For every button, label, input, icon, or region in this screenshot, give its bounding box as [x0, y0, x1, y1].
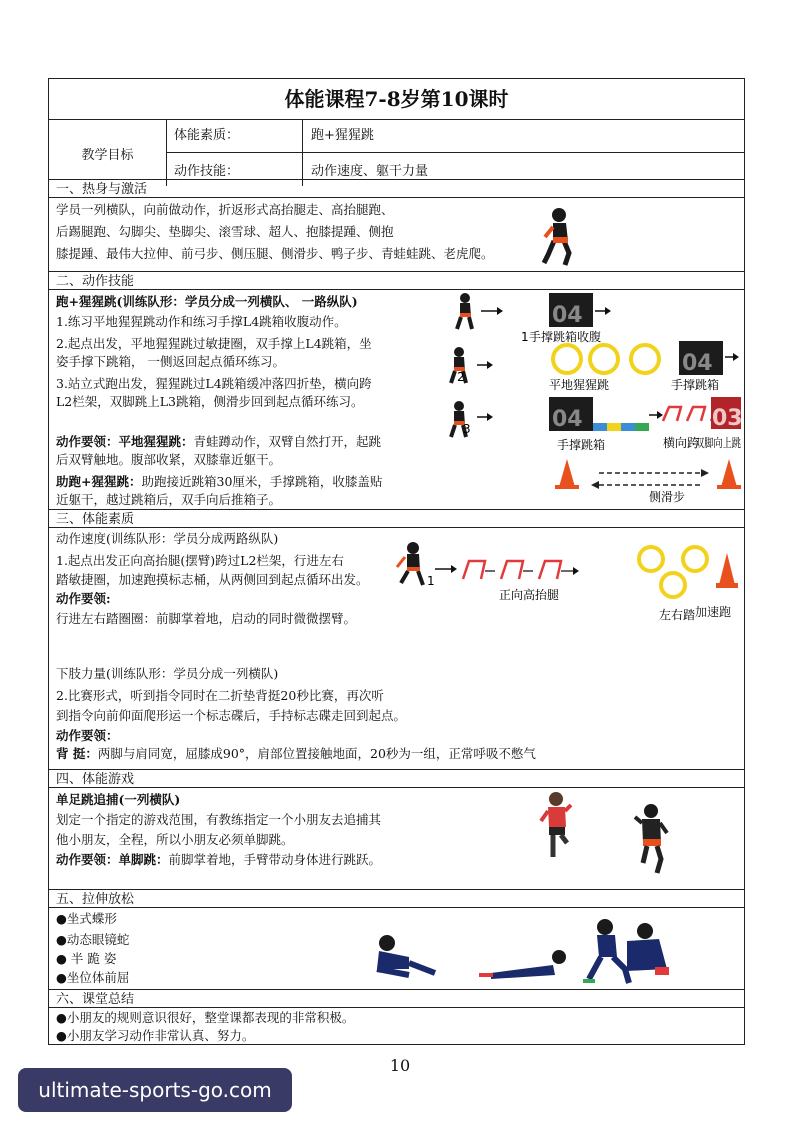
section-3-heading: 三、体能素质	[49, 509, 744, 528]
sit-and-reach-figure	[627, 923, 669, 975]
hurdle	[501, 561, 523, 579]
lesson-plan-table	[48, 78, 755, 1045]
s2-line-4: 姿手撑下跳箱， 一侧返回起点循环练习。	[56, 354, 285, 369]
box-label: 04	[682, 351, 713, 376]
label-hand-jump-2: 手撑跳箱	[557, 438, 606, 452]
half-kneel-figure	[583, 919, 629, 983]
label-lateral-step: 横向跨	[663, 436, 700, 450]
step-number-2: 2	[457, 370, 465, 384]
step-number-1: 1	[427, 574, 435, 588]
agility-ring	[631, 345, 659, 373]
objective-value-2: 动作速度、躯干力量	[311, 164, 429, 179]
s4-req: 动作要领：单脚跳：前脚掌着地，手臂带动身体进行跳跃。	[56, 852, 382, 867]
agility-ring	[590, 345, 618, 373]
s5-item-4: ●坐位体前屈	[56, 970, 130, 985]
hurdle	[539, 561, 561, 579]
s3-req-label-2: 动作要领：	[56, 728, 119, 743]
s3-req-text-1: 行进左右踏圈圈：前脚掌着地，启动的同时微微摆臂。	[56, 611, 357, 626]
s2-req-2: 助跑+猩猩跳：助跑接近跳箱30厘米，手撑跳箱，收膝盖贴	[56, 474, 383, 489]
hopping-child-icon	[631, 803, 671, 877]
objectives-block	[49, 119, 744, 186]
s3-line-6: 到指令向前仰面爬形运一个标志碟后，手持标志碟走回到起点。	[56, 708, 407, 723]
s2-req-2-line2: 近躯干，越过跳箱后，双手向后推箱子。	[56, 492, 282, 507]
runner-icon	[539, 207, 579, 269]
section-6-heading: 六、课堂总结	[49, 989, 744, 1008]
label-two-foot-jump: 双脚向上跳	[695, 436, 755, 450]
label-sprint: 加速跑	[695, 605, 732, 619]
s2-req-1-line2: 后双臂触地。腹部收紧，双膝靠近躯干。	[56, 452, 282, 467]
section-5-heading: 五、拉伸放松	[49, 889, 744, 908]
cone	[721, 459, 737, 487]
runner-icon	[457, 293, 472, 329]
s6-item-1: ●小朋友的规则意识很好，整堂课都表现的非常积极。	[56, 1010, 355, 1025]
section-2-heading: 二、动作技能	[49, 271, 744, 290]
s3-line-4: 下肢力量(训练队形：学员分成一列横队)	[56, 666, 279, 681]
watermark-badge: ultimate-sports-go.com	[18, 1068, 292, 1112]
s3-req-text-2: 背 挺：两脚与肩同宽，屈膝成90°，肩部位置接触地面，20秒为一组，正常呼吸不憋气	[56, 746, 536, 761]
agility-ring	[639, 547, 663, 571]
objective-value-1: 跑+猩猩跳	[303, 120, 744, 153]
s4-line-2: 划定一个指定的游戏范围，有教练指定一个小朋友去追捕其	[56, 812, 382, 827]
box-label: 04	[552, 303, 583, 328]
page-title: 体能课程7-8岁第10课时	[284, 87, 509, 111]
label-box-tuck: 手撑跳箱收腹	[529, 330, 602, 344]
agility-ring	[553, 345, 581, 373]
cone	[715, 549, 739, 589]
label-ground-jump: 平地猩猩跳	[549, 378, 610, 392]
runner-icon	[397, 542, 423, 585]
s4-line-1: 单足跳追捕(一列横队)	[56, 792, 181, 807]
s2-req-1: 动作要领：平地猩猩跳：青蛙蹲动作，双臂自然打开，起跳	[56, 434, 382, 449]
s5-item-2: ●动态眼镜蛇	[56, 932, 130, 947]
s2-line-1: 跑+猩猩跳(训练队形：学员分成一列横队、 一路纵队)	[56, 294, 358, 309]
s2-line-3: 2.起点出发，平地猩猩跳过敏捷圈，双手撑上L4跳箱，坐	[56, 336, 372, 351]
stretch-poses-image	[369, 913, 669, 985]
step-number-3: 3	[463, 422, 471, 436]
s4-line-3: 他小朋友，全程，所以小朋友必须单脚跳。	[56, 832, 294, 847]
hurdle	[463, 561, 485, 579]
agility-ring	[661, 573, 685, 597]
section-4-heading: 四、体能游戏	[49, 769, 744, 788]
label-side-slide: 侧滑步	[649, 490, 686, 504]
objective-key-1: 体能素质：	[167, 120, 303, 153]
objective-key-2: 动作技能：	[167, 153, 303, 186]
objectives-label	[49, 120, 167, 186]
box-label: 03	[712, 406, 743, 431]
s5-item-1: ●坐式蝶形	[56, 911, 117, 926]
s2-line-2: 1.练习平地猩猩跳动作和练习手撑L4跳箱收腹动作。	[56, 314, 347, 329]
skills-course-diagram	[449, 289, 755, 504]
section-1-heading: 一、热身与激活	[49, 179, 744, 198]
cobra-stretch-figure	[479, 950, 566, 979]
s2-line-5: 3.站立式跑出发，猩猩跳过L4跳箱缓冲落四折垫，横向跨	[56, 376, 372, 391]
s3-req-label-1: 动作要领:	[56, 591, 111, 606]
agility-ring	[683, 547, 707, 571]
s3-line-3: 踏敏捷圈，加速跑摸标志桶，从两侧回到起点循环出发。	[56, 572, 369, 587]
label-high-knee: 正向高抬腿	[499, 588, 560, 602]
label-hand-jump: 手撑跳箱	[671, 378, 720, 392]
s1-line-1: 学员一列横队，向前做动作，折返形式高抬腿走、高抬腿跑、	[56, 202, 394, 217]
objectives-label-text: 教学目标	[81, 147, 134, 163]
s2-line-6: L2栏架，双脚跳上L3跳箱，侧滑步回到起点循环练习。	[56, 394, 364, 409]
s1-line-3: 膝提踵、最伟大拉伸、前弓步、侧压腿、侧滑步、鸭子步、青蛙蛙跳、老虎爬。	[56, 246, 494, 261]
s6-item-2: ●小朋友学习动作非常认真、努力。	[56, 1028, 255, 1043]
page-number: 10	[389, 1056, 411, 1075]
s3-line-2: 1.起点出发正向高抬腿(摆臂)跨过L2栏架，行进左右	[56, 553, 344, 568]
hurdle	[687, 407, 705, 421]
speed-course-diagram	[389, 539, 739, 621]
box-label: 04	[552, 407, 583, 432]
cone	[559, 459, 575, 487]
s3-line-5: 2.比赛形式，听到指令同时在二折垫背挺20秒比赛，再次听	[56, 688, 384, 703]
s3-line-1: 动作速度(训练队形：学员分成两路纵队)	[56, 531, 279, 546]
step-number-1: 1	[521, 330, 529, 344]
s1-line-2: 后踢腿跑、勾脚尖、垫脚尖、滚雪球、超人、抱膝提踵、侧抱	[56, 224, 394, 239]
butterfly-stretch-figure	[377, 935, 435, 975]
s5-item-3: ● 半 跪 姿	[56, 951, 117, 966]
label-left-right-step: 左右踏	[659, 608, 696, 622]
hopping-child-icon	[539, 791, 573, 859]
hurdle	[663, 407, 681, 421]
